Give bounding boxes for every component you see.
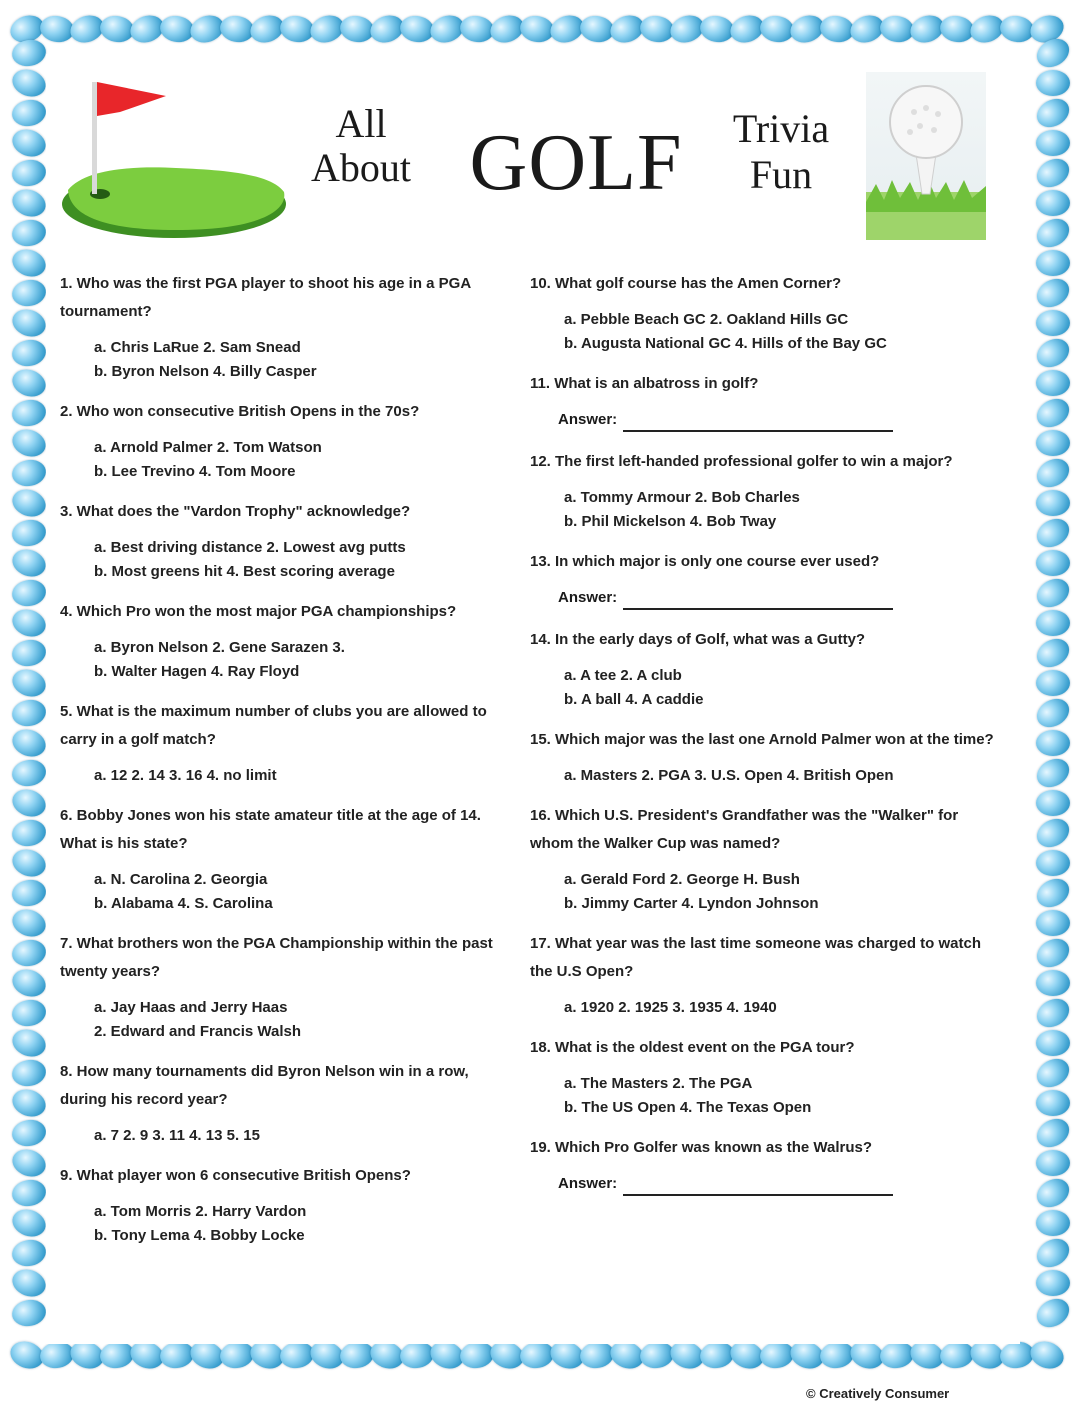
option-line: b. Lee Trevino 4. Tom Moore — [94, 463, 296, 480]
question-text: 5. What is the maximum number of clubs you are allowed to carry in a golf match? — [60, 703, 487, 748]
option-line: a. 12 2. 14 3. 16 4. no limit — [94, 767, 277, 784]
border-bead — [10, 277, 48, 309]
questions-left-column — [60, 270, 510, 1262]
border-bead — [9, 125, 50, 161]
questions-right-column — [530, 270, 1000, 1212]
question-item — [530, 802, 1000, 916]
answer-blank — [530, 408, 1000, 432]
answer-write-line[interactable] — [623, 1180, 893, 1196]
border-bead — [1032, 273, 1074, 313]
border-bead — [1036, 670, 1070, 696]
border-bead — [10, 397, 48, 429]
border-bead — [1032, 693, 1074, 733]
answer-options — [530, 996, 1000, 1020]
border-bead — [1032, 1293, 1074, 1333]
border-bead — [1036, 70, 1070, 96]
border-bead — [1032, 333, 1074, 373]
question-item — [530, 930, 1000, 1020]
option-line: a. Tom Morris 2. Harry Vardon — [94, 1203, 307, 1220]
golf-ball-on-tee-icon — [866, 72, 986, 240]
border-bead — [9, 65, 50, 101]
border-bead — [1032, 813, 1074, 853]
question-text: 6. Bobby Jones won his state amateur title at the age of 14. What is his state? — [60, 807, 481, 852]
question-text: 9. What player won 6 consecutive British Opens? — [60, 1167, 411, 1184]
answer-blank — [530, 586, 1000, 610]
question-text: 8. How many tournaments did Byron Nelson win in a row, during his record year? — [60, 1063, 469, 1108]
border-bead — [1036, 1030, 1070, 1056]
question-text: 14. In the early days of Golf, what was a Gutty? — [530, 631, 866, 648]
question-item — [530, 270, 1000, 356]
answer-label: Answer: — [558, 1175, 618, 1192]
border-bead — [9, 1085, 50, 1121]
question-item — [530, 726, 1000, 788]
question-item — [530, 370, 1000, 432]
answer-options — [530, 868, 1000, 916]
border-bead — [1032, 873, 1074, 913]
border-bead — [10, 1177, 48, 1209]
question-text: 16. Which U.S. President's Grandfather was the "Walker" for whom the Walker Cup was named? — [530, 807, 959, 852]
question-text: 17. What year was the last time someone was charged to watch the U.S Open? — [530, 935, 981, 980]
border-bead — [1036, 1210, 1070, 1236]
option-line: b. The US Open 4. The Texas Open — [564, 1099, 812, 1116]
answer-options — [60, 536, 510, 584]
answer-options — [60, 1200, 510, 1248]
border-bead — [10, 1237, 48, 1269]
border-bead — [1032, 1233, 1074, 1273]
answer-options — [60, 1124, 510, 1148]
answer-options — [530, 664, 1000, 712]
border-bead — [10, 937, 48, 969]
option-line: a. Chris LaRue 2. Sam Snead — [94, 339, 301, 356]
answer-options — [530, 486, 1000, 534]
border-bead — [1032, 93, 1074, 133]
border-bead — [1036, 310, 1070, 336]
answer-options — [530, 308, 1000, 356]
answer-write-line[interactable] — [623, 594, 893, 610]
option-line: 2. Edward and Francis Walsh — [94, 1023, 301, 1040]
border-bead — [10, 217, 48, 249]
border-bead — [1032, 1053, 1074, 1093]
question-item — [60, 598, 510, 684]
border-bead — [9, 725, 50, 761]
border-bead — [1032, 153, 1074, 193]
option-line: a. 7 2. 9 3. 11 4. 13 5. 15 — [94, 1127, 260, 1144]
border-bead — [1032, 213, 1074, 253]
border-bead — [9, 1265, 50, 1301]
question-text: 1. Who was the first PGA player to shoot his age in a PGA tournament? — [60, 275, 471, 320]
question-text: 12. The first left-handed professional golfer to win a major? — [530, 453, 953, 470]
question-text: 3. What does the "Vardon Trophy" acknowledge? — [60, 503, 411, 520]
title-golf: GOLF — [469, 119, 683, 207]
title-trivia-fun: Trivia Fun — [732, 106, 830, 197]
border-bead — [1036, 850, 1070, 876]
question-item — [60, 498, 510, 584]
border-bead — [10, 997, 48, 1029]
question-text: 7. What brothers won the PGA Championship within the past twenty years? — [60, 935, 493, 980]
border-bead — [1036, 550, 1070, 576]
question-item — [530, 448, 1000, 534]
border-bead — [10, 337, 48, 369]
border-bead — [1032, 1173, 1074, 1213]
answer-options — [60, 764, 510, 788]
answer-options — [530, 1072, 1000, 1120]
border-bead — [1036, 730, 1070, 756]
title-all-about: All About — [311, 101, 411, 190]
border-bead — [9, 485, 50, 521]
border-bead — [1032, 513, 1074, 553]
option-line: b. Augusta National GC 4. Hills of the Bay GC — [564, 335, 887, 352]
border-bead — [1036, 190, 1070, 216]
answer-options — [530, 764, 1000, 788]
border-bead — [10, 517, 48, 549]
option-line: a. A tee 2. A club — [564, 667, 682, 684]
answer-label: Answer: — [558, 589, 618, 606]
border-bead — [1032, 633, 1074, 673]
border-bead — [9, 785, 50, 821]
border-bead — [1032, 453, 1074, 493]
border-bead — [10, 817, 48, 849]
question-text: 13. In which major is only one course ever used? — [530, 553, 880, 570]
question-text: 15. Which major was the last one Arnold Palmer won at the time? — [530, 731, 994, 748]
border-bead — [1036, 370, 1070, 396]
border-bead — [9, 185, 50, 221]
border-bead — [10, 877, 48, 909]
border-bead — [1036, 790, 1070, 816]
border-bead — [10, 457, 48, 489]
border-bead — [1036, 490, 1070, 516]
question-item — [530, 1034, 1000, 1120]
border-bead — [9, 245, 50, 281]
border-bead — [1036, 430, 1070, 456]
question-item — [60, 1162, 510, 1248]
answer-blank — [530, 1172, 1000, 1196]
question-text: 2. Who won consecutive British Opens in the 70s? — [60, 403, 420, 420]
question-text: 10. What golf course has the Amen Corner? — [530, 275, 842, 292]
option-line: b. Tony Lema 4. Bobby Locke — [94, 1227, 305, 1244]
copyright-footer: © Creatively Consumer — [806, 1386, 950, 1401]
option-line: a. Best driving distance 2. Lowest avg putts — [94, 539, 406, 556]
border-bead — [10, 1117, 48, 1149]
question-text: 18. What is the oldest event on the PGA tour? — [530, 1039, 855, 1056]
option-line: a. Arnold Palmer 2. Tom Watson — [94, 439, 322, 456]
option-line: a. Masters 2. PGA 3. U.S. Open 4. British Open — [564, 767, 894, 784]
header — [56, 66, 1010, 246]
question-item — [60, 1058, 510, 1148]
border-bead — [1032, 933, 1074, 973]
question-item — [60, 270, 510, 384]
border-bead — [1032, 753, 1074, 793]
border-bead — [1036, 970, 1070, 996]
option-line: b. Walter Hagen 4. Ray Floyd — [94, 663, 300, 680]
border-bead — [1036, 130, 1070, 156]
option-line: a. The Masters 2. The PGA — [564, 1075, 753, 1092]
option-line: a. 1920 2. 1925 3. 1935 4. 1940 — [564, 999, 777, 1016]
option-line: a. Pebble Beach GC 2. Oakland Hills GC — [564, 311, 849, 328]
option-line: b. Byron Nelson 4. Billy Casper — [94, 363, 317, 380]
answer-options — [60, 336, 510, 384]
question-item — [60, 398, 510, 484]
border-bead — [1036, 1270, 1070, 1296]
question-item — [530, 1134, 1000, 1196]
question-item — [530, 626, 1000, 712]
question-text: 11. What is an albatross in golf? — [530, 375, 759, 392]
border-bead — [1032, 993, 1074, 1033]
golf-flag-green-icon — [56, 70, 296, 246]
option-line: a. N. Carolina 2. Georgia — [94, 871, 268, 888]
option-line: a. Byron Nelson 2. Gene Sarazen 3. — [94, 639, 345, 656]
border-bead — [1036, 1150, 1070, 1176]
border-bead — [9, 1205, 50, 1241]
border-bead — [9, 1025, 50, 1061]
answer-options — [60, 436, 510, 484]
border-bead — [9, 605, 50, 641]
border-bead — [9, 1145, 50, 1181]
option-line: b. Alabama 4. S. Carolina — [94, 895, 273, 912]
question-item — [60, 802, 510, 916]
border-bead — [9, 665, 50, 701]
answer-options — [60, 996, 510, 1044]
question-text: 4. Which Pro won the most major PGA championships? — [60, 603, 457, 620]
border-bead — [1036, 910, 1070, 936]
border-bead — [10, 577, 48, 609]
border-bead — [9, 965, 50, 1001]
border-bead — [9, 845, 50, 881]
question-item — [60, 930, 510, 1044]
option-line: b. Jimmy Carter 4. Lyndon Johnson — [564, 895, 819, 912]
border-bead — [9, 425, 50, 461]
option-line: b. Most greens hit 4. Best scoring average — [94, 563, 395, 580]
option-line: b. Phil Mickelson 4. Bob Tway — [564, 513, 777, 530]
answer-options — [60, 868, 510, 916]
border-bead — [1032, 1113, 1074, 1153]
answer-write-line[interactable] — [623, 416, 893, 432]
option-line: a. Gerald Ford 2. George H. Bush — [564, 871, 800, 888]
border-bead — [10, 697, 48, 729]
border-bead — [9, 305, 50, 341]
question-item — [60, 698, 510, 788]
border-bead — [1027, 1337, 1068, 1373]
border-bead — [1032, 573, 1074, 613]
border-bead — [9, 365, 50, 401]
question-item — [530, 548, 1000, 610]
border-bead — [10, 37, 48, 69]
border-bead — [1036, 610, 1070, 636]
border-bead — [10, 757, 48, 789]
border-bead — [10, 157, 48, 189]
option-line: a. Tommy Armour 2. Bob Charles — [564, 489, 800, 506]
border-bead — [9, 545, 50, 581]
border-bead — [10, 1297, 48, 1329]
border-bead — [10, 637, 48, 669]
border-bead — [1036, 250, 1070, 276]
border-bead — [10, 97, 48, 129]
border-bead — [9, 905, 50, 941]
answer-options — [60, 636, 510, 684]
border-bead — [10, 1057, 48, 1089]
border-bead — [1036, 1090, 1070, 1116]
border-bead — [1032, 393, 1074, 433]
question-text: 19. Which Pro Golfer was known as the Walrus? — [530, 1139, 873, 1156]
option-line: b. A ball 4. A caddie — [564, 691, 704, 708]
option-line: a. Jay Haas and Jerry Haas — [94, 999, 288, 1016]
answer-label: Answer: — [558, 411, 618, 428]
